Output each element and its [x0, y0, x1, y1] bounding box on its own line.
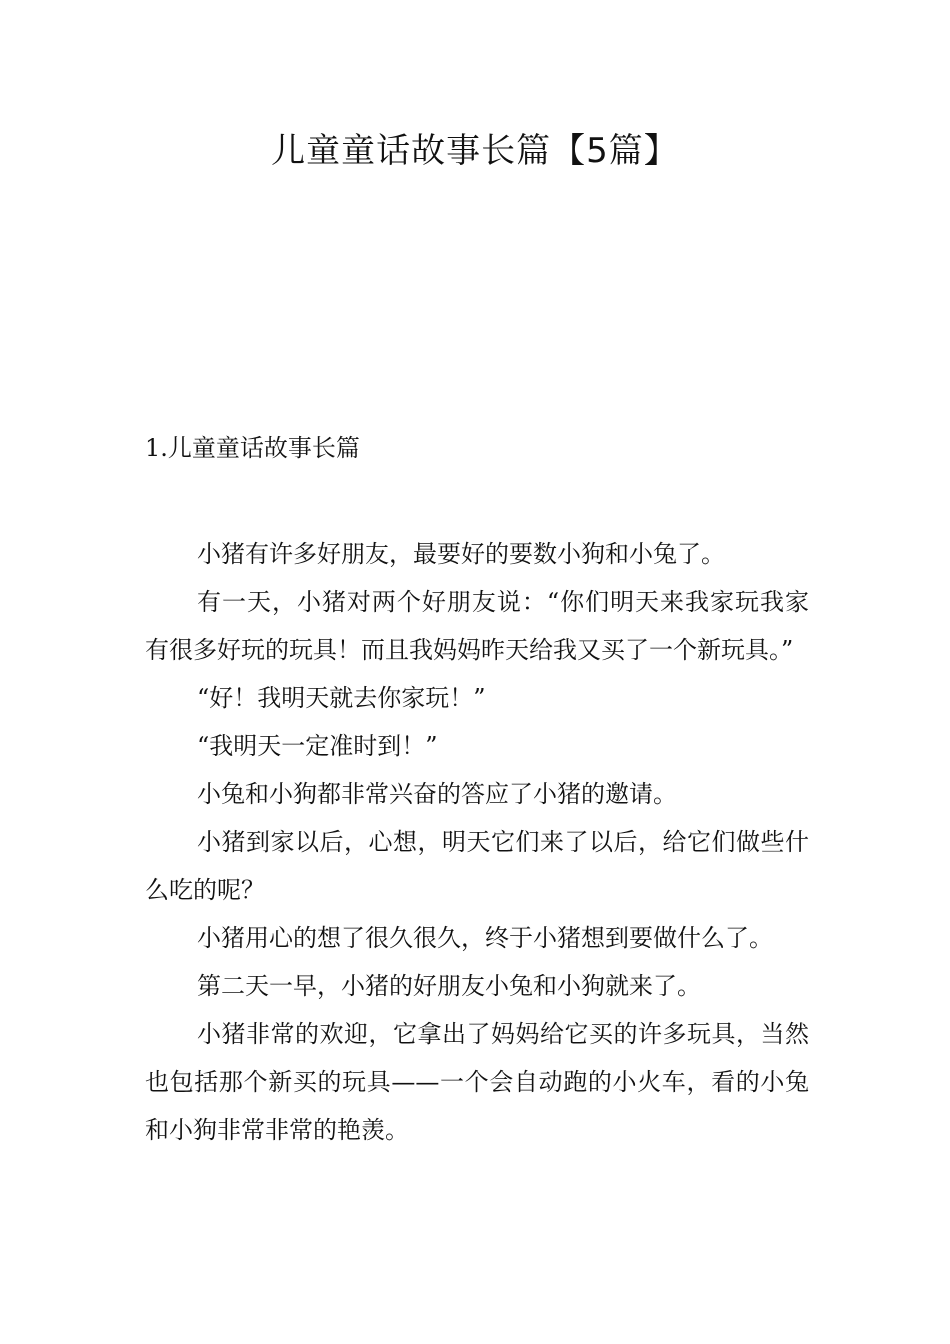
- story-paragraph: “我明天一定准时到！”: [197, 732, 438, 760]
- story-paragraph: 小兔和小狗都非常兴奋的答应了小猪的邀请。: [197, 780, 677, 808]
- story-paragraph: 有一天，小猪对两个好朋友说：“你们明天来我家玩我家有很多好玩的玩具！而且我妈妈昨天给我又买了一个新玩具。”: [145, 588, 809, 664]
- section-heading: 1.儿童童话故事长篇: [145, 434, 360, 462]
- story-paragraph: 小猪到家以后，心想，明天它们来了以后，给它们做些什么吃的呢？: [145, 828, 809, 904]
- story-paragraph: 小猪用心的想了很久很久，终于小猪想到要做什么了。: [197, 924, 773, 952]
- document-title: 儿童童话故事长篇【5篇】: [271, 131, 679, 171]
- story-paragraph: 小猪非常的欢迎，它拿出了妈妈给它买的许多玩具，当然也包括那个新买的玩具——一个会自动跑的小火车，看的小兔和小狗非常非常的艳羡。: [145, 1020, 809, 1144]
- story-paragraph: “好！我明天就去你家玩！”: [197, 684, 486, 712]
- story-paragraph: 第二天一早，小猪的好朋友小兔和小狗就来了。: [197, 972, 701, 1000]
- story-body: [145, 530, 809, 1154]
- story-paragraph: 小猪有许多好朋友，最要好的要数小狗和小兔了。: [197, 540, 725, 568]
